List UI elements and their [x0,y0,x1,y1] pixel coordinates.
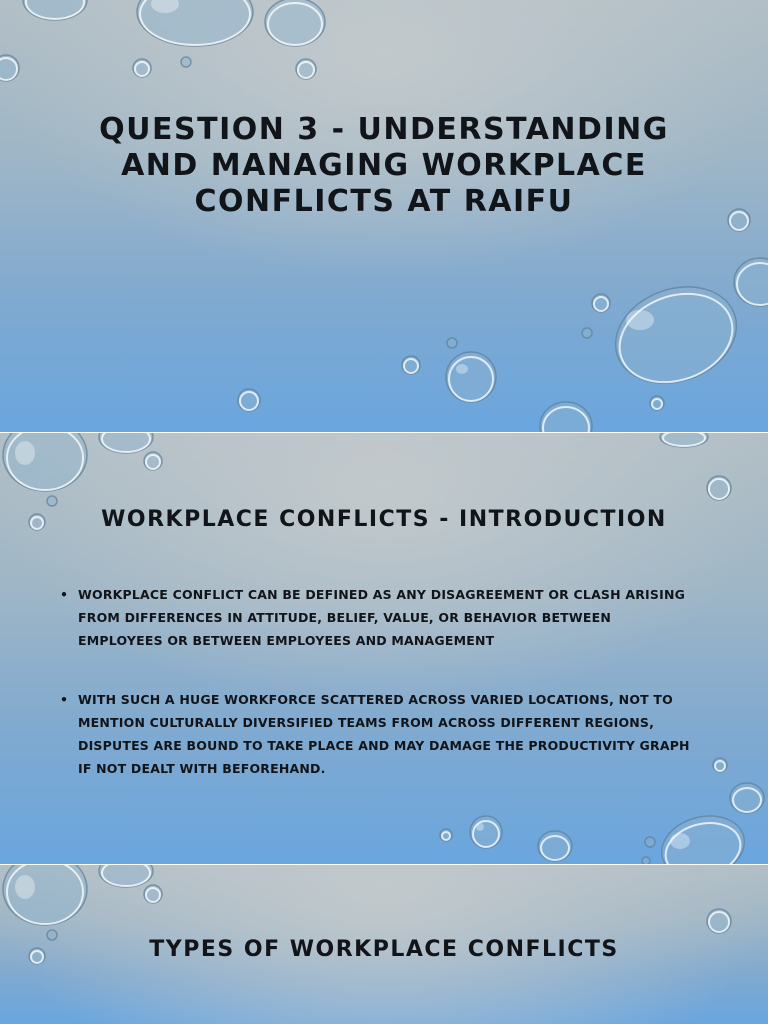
slide-types-heading: TYPES OF WORKPLACE CONFLICTS [149,937,619,962]
water-droplet-icon [3,865,87,925]
water-droplet-icon [582,328,592,338]
water-droplet-icon [296,59,316,79]
water-droplet-icon [47,930,57,940]
water-droplet-icon [181,57,191,67]
water-droplet-icon [29,514,45,530]
water-droplet-icon [23,0,87,20]
water-droplet-icon [734,258,768,306]
water-droplet-icon [3,433,87,491]
water-droplet-icon [707,909,731,933]
water-droplet-icon [144,885,162,903]
water-droplet-icon [713,758,727,772]
water-droplet-icon [265,0,325,46]
water-droplet-icon [707,476,731,500]
slide-introduction [0,433,768,865]
water-droplet-icon [538,831,572,861]
water-droplet-icon [470,816,502,848]
water-droplet-icon [440,829,452,841]
slide-types [0,865,768,1024]
water-droplet-icon [402,356,420,374]
water-droplet-icon [660,433,708,447]
water-droplet-icon [650,396,664,410]
water-droplet-icon [137,0,253,46]
slide-title [0,0,768,433]
water-droplet-icon [99,865,153,887]
slide-title-heading: QUESTION 3 - UNDERSTANDING AND MANAGING WORKPLACE CONFLICTS AT RAIFU [99,112,669,219]
water-droplet-icon [730,783,764,813]
water-droplet-icon [540,402,592,433]
water-droplet-icon [645,837,655,847]
water-droplet-icon [592,294,610,312]
bullet-list [60,583,700,816]
water-droplet-icon [728,209,750,231]
water-droplet-icon [99,433,153,453]
water-droplet-icon [447,338,457,348]
bullet-item: • WITH SUCH A HUGE WORKFORCE SCATTERED ACROSS VARIED LOCATIONS, NOT TO MENTION CULTURALLY DIVERSIFIED TEAMS FROM ACROSS DIFFERENT REGIONS, DISPUTES ARE BOUND TO TAKE PLACE AND MAY DAMAGE THE PRODUCTIVITY GRAPH IF NOT DEALT WITH BEFOREHAND. [60,688,700,780]
water-droplet-icon [29,948,45,964]
water-droplet-icon [144,452,162,470]
water-droplet-icon [47,496,57,506]
water-droplet-icon [602,271,750,400]
water-droplet-icon [133,59,151,77]
water-droplet-icon [0,55,19,81]
bullet-item: • WORKPLACE CONFLICT CAN BE DEFINED AS ANY DISAGREEMENT OR CLASH ARISING FROM DIFFERENCES IN ATTITUDE, BELIEF, VALUE, OR BEHAVIOR BETWEEN EMPLOYEES OR BETWEEN EMPLOYEES AND MANAGEMENT [60,583,700,652]
water-droplet-icon [238,389,260,411]
slide-introduction-heading: WORKPLACE CONFLICTS - INTRODUCTION [101,507,667,532]
water-droplet-icon [446,352,496,402]
